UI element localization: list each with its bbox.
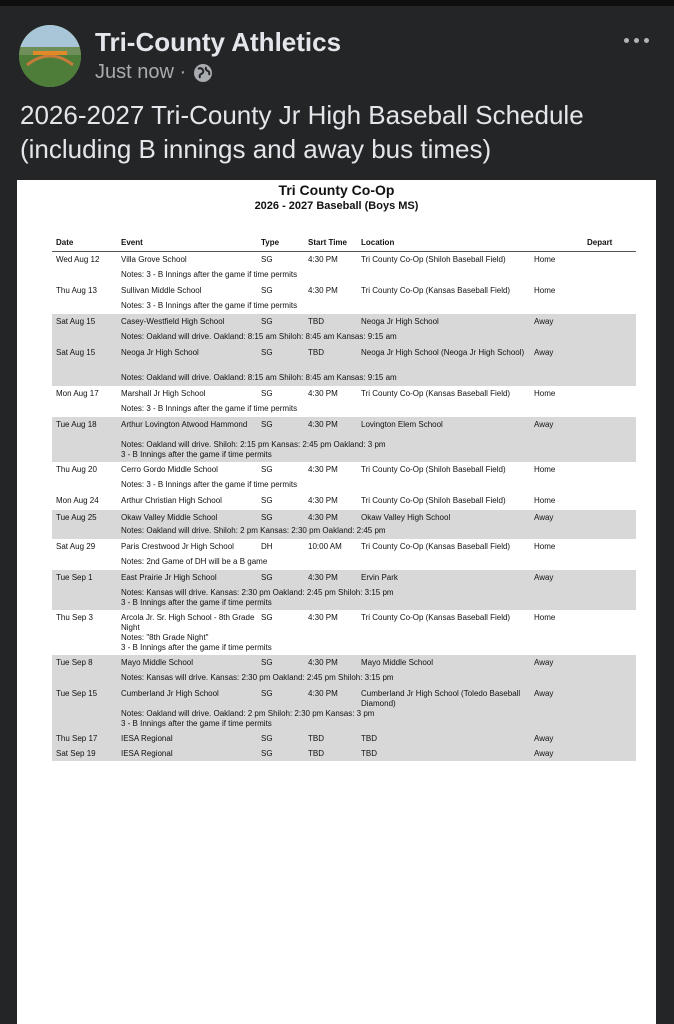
cell-home-away: Away	[534, 317, 554, 326]
cell-location: Tri County Co-Op (Kansas Baseball Field)	[361, 613, 511, 622]
cell-start-time: 4:30 PM	[308, 389, 338, 398]
schedule-table	[52, 235, 636, 761]
cell-type: SG	[261, 465, 273, 474]
table-row	[52, 283, 636, 314]
table-row	[52, 510, 636, 539]
cell-home-away: Away	[534, 658, 554, 667]
cell-start-time: 4:30 PM	[308, 496, 338, 505]
cell-notes: Notes: 3 - B Innings after the game if time permits	[121, 301, 298, 310]
cell-notes: Notes: Kansas will drive. Kansas: 2:30 pm Oakland: 2:45 pm Shiloh: 3:15 pm 3 - B Innings after the game if time permits	[121, 588, 394, 607]
cell-start-time: 4:30 PM	[308, 286, 338, 295]
page-name[interactable]: Tri-County Athletics	[95, 27, 342, 57]
cell-notes: Notes: 3 - B Innings after the game if time permits	[121, 480, 298, 489]
cell-location: TBD	[361, 749, 377, 758]
post-text-line: 2026-2027 Tri-County Jr High Baseball Schedule	[20, 100, 584, 130]
cell-location: Tri County Co-Op (Shiloh Baseball Field)	[361, 255, 506, 264]
document-subtitle: 2026 - 2027 Baseball (Boys MS)	[254, 200, 419, 212]
cell-event: Marshall Jr High School	[121, 389, 206, 398]
cell-location: Tri County Co-Op (Kansas Baseball Field)	[361, 389, 511, 398]
cell-type: SG	[261, 613, 273, 622]
table-header	[52, 235, 636, 252]
cell-date: Tue Aug 18	[56, 420, 97, 429]
cell-date: Tue Aug 25	[56, 513, 97, 522]
cell-date: Sat Aug 15	[56, 317, 96, 326]
cell-type: SG	[261, 749, 273, 758]
cell-home-away: Home	[534, 542, 556, 551]
cell-location: Tri County Co-Op (Shiloh Baseball Field)	[361, 496, 506, 505]
cell-home-away: Away	[534, 689, 554, 698]
cell-start-time: TBD	[308, 348, 324, 357]
cell-event: Okaw Valley Middle School	[121, 513, 218, 522]
cell-start-time: 10:00 AM	[308, 542, 342, 551]
post-text	[20, 98, 660, 166]
cell-date: Sat Aug 29	[56, 542, 96, 551]
cell-start-time: 4:30 PM	[308, 613, 338, 622]
table-row	[52, 570, 636, 610]
cell-home-away: Home	[534, 465, 556, 474]
cell-type: SG	[261, 286, 273, 295]
table-row	[52, 610, 636, 655]
dot-icon	[644, 38, 649, 43]
cell-home-away: Home	[534, 255, 556, 264]
cell-type: SG	[261, 496, 273, 505]
cell-start-time: TBD	[308, 734, 324, 743]
cell-event: Villa Grove School	[121, 255, 187, 264]
cell-type: SG	[261, 389, 273, 398]
cell-event: Mayo Middle School	[121, 658, 194, 667]
cell-home-away: Home	[534, 389, 556, 398]
avatar-image	[19, 25, 81, 87]
header-start-time: Start Time	[308, 238, 347, 247]
table-row	[52, 345, 636, 386]
cell-date: Mon Aug 24	[56, 496, 99, 505]
top-bar	[0, 0, 674, 6]
cell-home-away: Home	[534, 496, 556, 505]
cell-type: SG	[261, 348, 273, 357]
cell-event: Casey-Westfield High School	[121, 317, 225, 326]
table-row	[52, 462, 636, 493]
dot-icon	[624, 38, 629, 43]
table-row	[52, 686, 636, 731]
table-row	[52, 731, 636, 746]
cell-home-away: Home	[534, 286, 556, 295]
cell-event: IESA Regional	[121, 734, 173, 743]
cell-home-away: Home	[534, 613, 556, 622]
cell-home-away: Away	[534, 348, 554, 357]
cell-date: Mon Aug 17	[56, 389, 99, 398]
cell-date: Thu Sep 3	[56, 613, 93, 622]
cell-type: SG	[261, 255, 273, 264]
table-row	[52, 746, 636, 761]
cell-notes: Notes: Oakland will drive. Oakland: 8:15 am Shiloh: 8:45 am Kansas: 9:15 am	[121, 332, 397, 341]
header-event: Event	[121, 238, 143, 247]
cell-date: Tue Sep 1	[56, 573, 93, 582]
cell-location: Tri County Co-Op (Kansas Baseball Field)	[361, 542, 511, 551]
cell-location: TBD	[361, 734, 377, 743]
cell-date: Thu Aug 13	[56, 286, 97, 295]
cell-date: Tue Sep 15	[56, 689, 98, 698]
cell-notes: Notes: Oakland will drive. Oakland: 8:15 am Shiloh: 8:45 am Kansas: 9:15 am	[121, 373, 397, 382]
cell-location: Ervin Park	[361, 573, 398, 582]
table-row	[52, 252, 636, 283]
cell-location: Tri County Co-Op (Shiloh Baseball Field)	[361, 465, 506, 474]
cell-start-time: 4:30 PM	[308, 513, 338, 522]
table-row	[52, 655, 636, 686]
cell-notes: Notes: Oakland will drive. Shiloh: 2:15 pm Kansas: 2:45 pm Oakland: 3 pm 3 - B Innings after the game if time permits	[121, 440, 386, 459]
table-row	[52, 539, 636, 570]
post-time[interactable]: Just now ·	[95, 61, 187, 83]
header-date: Date	[56, 238, 74, 247]
cell-event: Cerro Gordo Middle School	[121, 465, 218, 474]
cell-notes: Notes: Kansas will drive. Kansas: 2:30 pm Oakland: 2:45 pm Shiloh: 3:15 pm	[121, 673, 394, 682]
globe-icon[interactable]	[192, 62, 214, 84]
cell-location: Cumberland Jr High School (Toledo Baseball Diamond)	[361, 689, 521, 708]
cell-location: Mayo Middle School	[361, 658, 434, 667]
schedule-document[interactable]	[17, 180, 656, 1024]
cell-start-time: TBD	[308, 317, 324, 326]
cell-type: SG	[261, 689, 273, 698]
cell-home-away: Away	[534, 513, 554, 522]
document-title: Tri County Co-Op	[278, 182, 395, 198]
cell-event: Paris Crestwood Jr High School	[121, 542, 234, 551]
cell-type: SG	[261, 420, 273, 429]
avatar[interactable]	[19, 25, 81, 87]
cell-type: SG	[261, 573, 273, 582]
cell-home-away: Away	[534, 420, 554, 429]
cell-home-away: Away	[534, 749, 554, 758]
post-text-line: (including B innings and away bus times)	[20, 134, 492, 164]
dot-icon	[634, 38, 639, 43]
header-location: Location	[361, 238, 395, 247]
table-row	[52, 386, 636, 417]
header-type: Type	[261, 238, 280, 247]
cell-event: Neoga Jr High School	[121, 348, 199, 357]
table-body	[52, 252, 636, 761]
post-meta	[95, 61, 214, 84]
cell-start-time: TBD	[308, 749, 324, 758]
cell-notes: Notes: Oakland will drive. Oakland: 2 pm Shiloh: 2:30 pm Kansas: 3 pm 3 - B Innings after the game if time permits	[121, 709, 375, 728]
cell-home-away: Away	[534, 734, 554, 743]
cell-event: Arthur Lovington Atwood Hammond	[121, 420, 248, 429]
cell-event: Cumberland Jr High School	[121, 689, 219, 698]
cell-event: Sullivan Middle School	[121, 286, 202, 295]
cell-date: Sat Aug 15	[56, 348, 96, 357]
cell-notes: Notes: 2nd Game of DH will be a B game	[121, 557, 268, 566]
cell-event: Arcola Jr. Sr. High School - 8th Grade Night	[121, 613, 255, 632]
cell-notes: Notes: "8th Grade Night" 3 - B Innings after the game if time permits	[121, 633, 272, 652]
cell-type: SG	[261, 734, 273, 743]
cell-type: SG	[261, 658, 273, 667]
cell-date: Sat Sep 19	[56, 749, 96, 758]
cell-start-time: 4:30 PM	[308, 465, 338, 474]
cell-event: Arthur Christian High School	[121, 496, 222, 505]
cell-event: East Prairie Jr High School	[121, 573, 217, 582]
more-options-button[interactable]	[624, 30, 654, 50]
cell-start-time: 4:30 PM	[308, 420, 338, 429]
table-row	[52, 417, 636, 462]
cell-event: IESA Regional	[121, 749, 173, 758]
cell-notes: Notes: Oakland will drive. Shiloh: 2 pm Kansas: 2:30 pm Oakland: 2:45 pm	[121, 526, 386, 535]
cell-notes: Notes: 3 - B Innings after the game if time permits	[121, 404, 298, 413]
cell-start-time: 4:30 PM	[308, 255, 338, 264]
header-depart: Depart	[587, 238, 613, 247]
table-row	[52, 493, 636, 510]
cell-start-time: 4:30 PM	[308, 689, 338, 698]
cell-date: Wed Aug 12	[56, 255, 100, 264]
cell-notes: Notes: 3 - B Innings after the game if time permits	[121, 270, 298, 279]
cell-type: SG	[261, 513, 273, 522]
cell-location: Neoga Jr High School	[361, 317, 439, 326]
cell-location: Tri County Co-Op (Kansas Baseball Field)	[361, 286, 511, 295]
cell-location: Neoga Jr High School (Neoga Jr High School)	[361, 348, 525, 357]
cell-date: Thu Aug 20	[56, 465, 97, 474]
cell-home-away: Away	[534, 573, 554, 582]
cell-date: Thu Sep 17	[56, 734, 98, 743]
cell-date: Tue Sep 8	[56, 658, 93, 667]
cell-location: Lovington Elem School	[361, 420, 443, 429]
cell-start-time: 4:30 PM	[308, 573, 338, 582]
cell-start-time: 4:30 PM	[308, 658, 338, 667]
cell-type: SG	[261, 317, 273, 326]
cell-type: DH	[261, 542, 273, 551]
cell-location: Okaw Valley High School	[361, 513, 451, 522]
table-row	[52, 314, 636, 345]
